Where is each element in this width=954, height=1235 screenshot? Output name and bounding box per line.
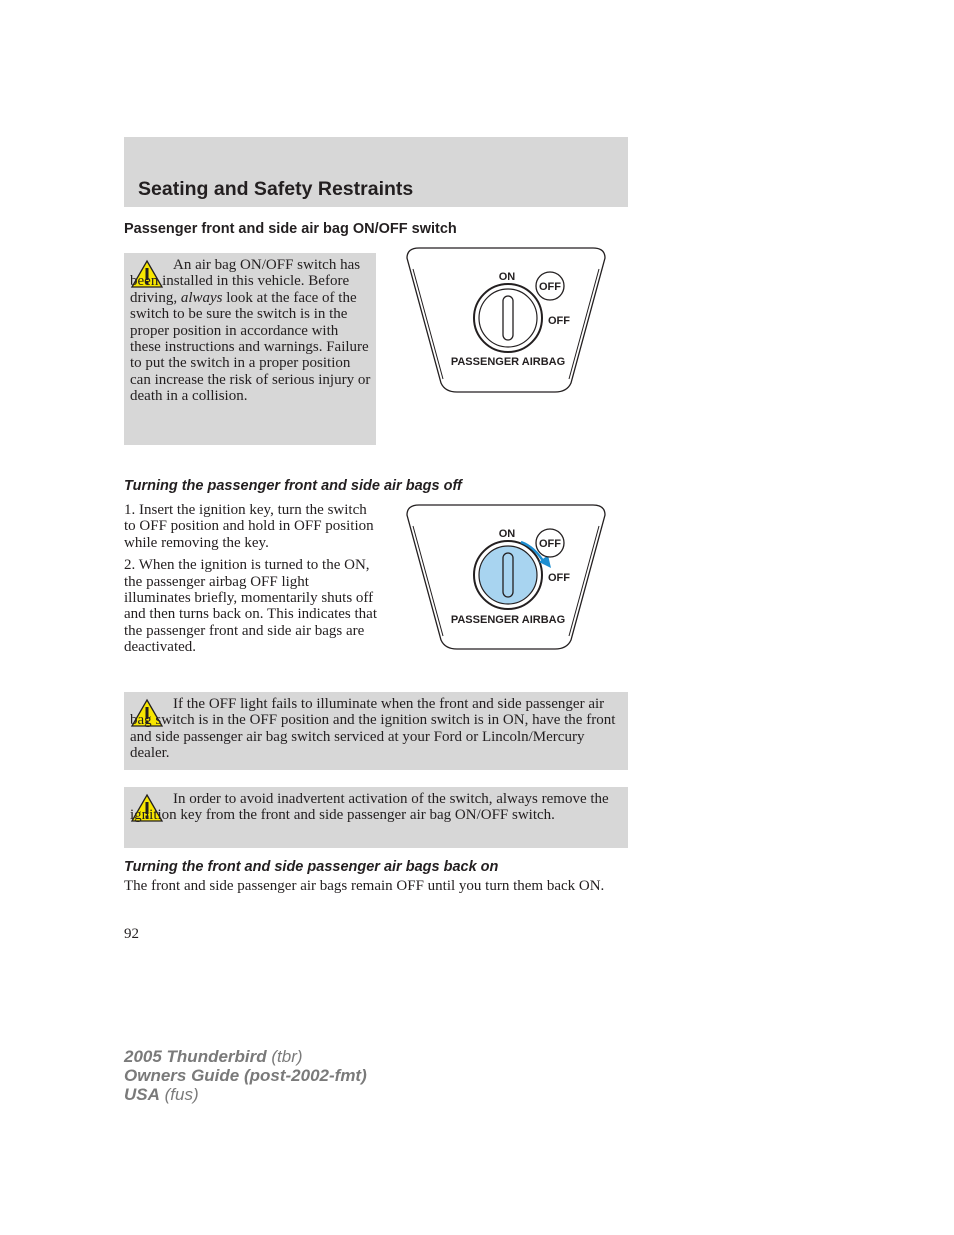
key-slot bbox=[503, 553, 513, 597]
footer-line-guide: Owners Guide (post-2002-fmt) bbox=[124, 1066, 367, 1085]
step-1: 1. Insert the ignition key, turn the switch to OFF position and hold in OFF position while removing the key. bbox=[124, 502, 374, 551]
off-indicator-label: OFF bbox=[539, 281, 561, 293]
warning-box-off-light bbox=[124, 692, 628, 770]
section-title: Seating and Safety Restraints bbox=[138, 178, 414, 200]
section1-heading: Passenger front and side air bag ON/OFF switch bbox=[124, 221, 457, 237]
warning-text: In order to avoid inadvertent activation of the switch, always remove the ignition key from the front and side passenger air bag ON/OFF switch. bbox=[130, 791, 609, 824]
section3-heading: Turning the front and side passenger air bags back on bbox=[124, 859, 499, 875]
document-footer bbox=[124, 1047, 367, 1104]
section3-body: The front and side passenger air bags remain OFF until you turn them back ON. bbox=[124, 878, 605, 894]
diagram-caption: PASSENGER AIRBAG bbox=[450, 614, 566, 626]
footer-line-market: USA (fus) bbox=[124, 1085, 199, 1104]
page-number: 92 bbox=[124, 926, 139, 942]
airbag-switch-diagram-on bbox=[405, 247, 607, 395]
step-2: 2. When the ignition is turned to the ON, the passenger airbag OFF light illuminates briefly, momentarily shuts off and then turns back on. This indicates that the passenger front and side air bags are deactivated. bbox=[124, 557, 378, 656]
section2-heading: Turning the passenger front and side air bags off bbox=[124, 478, 462, 494]
key-slot bbox=[503, 296, 513, 340]
off-label: OFF bbox=[548, 572, 570, 584]
footer-line-model: 2005 Thunderbird (tbr) bbox=[124, 1047, 303, 1066]
on-label: ON bbox=[498, 271, 516, 283]
off-label: OFF bbox=[548, 315, 570, 327]
steps-block bbox=[124, 502, 378, 662]
warning-box-airbag-switch bbox=[124, 253, 376, 445]
airbag-switch-diagram-off bbox=[405, 504, 607, 652]
on-label: ON bbox=[498, 528, 516, 540]
diagram-caption: PASSENGER AIRBAG bbox=[450, 356, 566, 368]
warning-box-ignition-key bbox=[124, 787, 628, 848]
warning-text: If the OFF light fails to illuminate when the front and side passenger air bag switch is in the OFF position and the ignition switch is in ON, have the front and side passenger air bag switch serviced at your Ford or Lincoln/Mercury dealer. bbox=[130, 696, 616, 762]
warning-text: An air bag ON/OFF switch has been installed in this vehicle. Before driving, always look at the face of the switch to be sure the switch is in the proper position in accordance with these instructions and warnings. Failure to put the switch in a proper position can increase the risk of serious injury or death in a collision. bbox=[130, 257, 371, 405]
off-indicator-label: OFF bbox=[539, 538, 561, 550]
